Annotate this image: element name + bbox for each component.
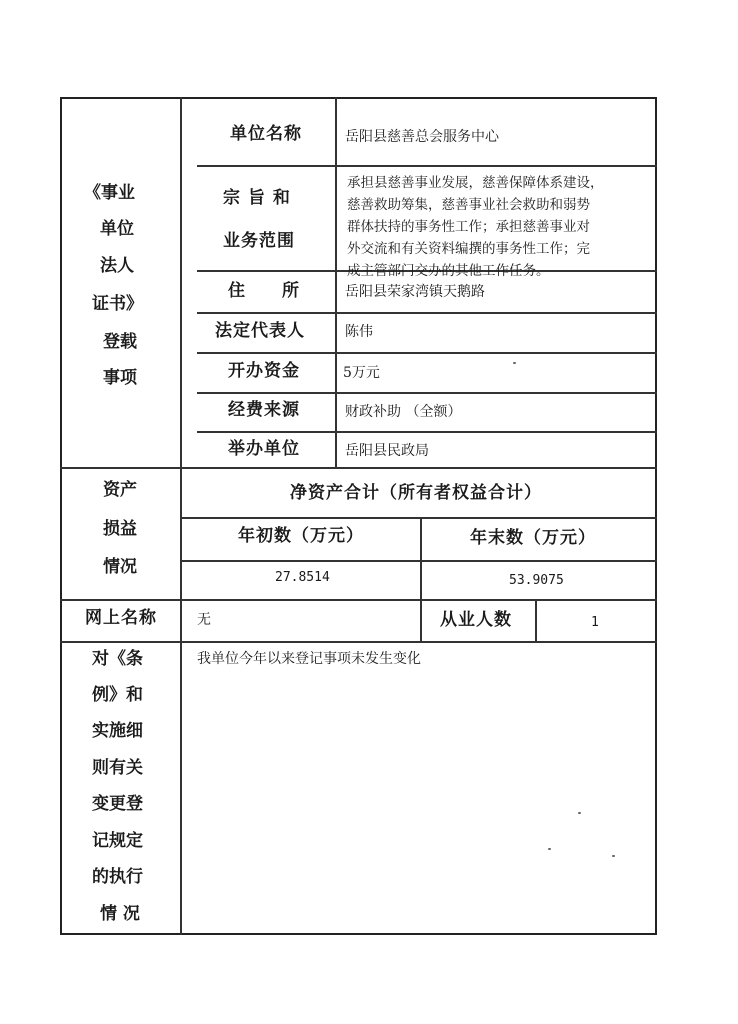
row-divider	[197, 312, 657, 314]
purpose-line: 外交流和有关资料编撰的事务性工作；完	[347, 241, 590, 257]
staff-count-value: 1	[591, 615, 599, 630]
purpose-line: 承担县慈善事业发展，慈善保障体系建设，	[347, 175, 604, 191]
legal-rep-value: 陈伟	[345, 324, 373, 340]
registration-side-label-5: 登载	[103, 332, 137, 352]
funding-label: 经费来源	[228, 400, 300, 420]
sponsor-value: 岳阳县民政局	[345, 443, 429, 459]
begin-header: 年初数（万元）	[238, 526, 364, 546]
compliance-text: 我单位今年以来登记事项未发生变化	[197, 651, 421, 667]
row-divider	[180, 560, 657, 562]
assets-side-label-3: 情况	[103, 557, 137, 577]
compliance-side-label-8: 情 况	[100, 904, 140, 924]
registration-side-label-4: 证书》	[92, 294, 143, 314]
registration-side-label-3: 法人	[100, 256, 134, 276]
registration-side-label-6: 事项	[103, 368, 137, 388]
compliance-side-label-5: 变更登	[92, 794, 143, 814]
scan-speck	[513, 362, 516, 364]
purpose-text	[347, 172, 655, 282]
compliance-side-label-7: 的执行	[92, 867, 143, 887]
row-divider	[180, 517, 657, 519]
registration-side-label-1: 《事业	[84, 183, 135, 203]
sponsor-label: 举办单位	[228, 439, 300, 459]
scan-speck	[612, 855, 615, 857]
capital-label: 开办资金	[228, 361, 300, 381]
online-name-label: 网上名称	[85, 608, 157, 628]
registration-side-label-2: 单位	[100, 219, 134, 239]
row-divider	[197, 165, 657, 167]
compliance-side-label-6: 记规定	[92, 831, 143, 851]
net-assets-header: 净资产合计（所有者权益合计）	[290, 483, 542, 503]
begin-value: 27.8514	[275, 570, 330, 585]
purpose-line: 慈善救助筹集，慈善事业社会救助和弱势	[347, 197, 590, 213]
compliance-side-label-4: 则有关	[92, 758, 143, 778]
col-divider-left	[180, 97, 182, 935]
online-name-value: 无	[197, 612, 211, 628]
row-divider	[60, 599, 657, 601]
scan-speck	[578, 812, 581, 814]
row-divider	[60, 467, 657, 469]
unit-name-value: 岳阳县慈善总会服务中心	[345, 129, 499, 145]
purpose-line: 成主管部门交办的其他工作任务。	[347, 263, 550, 279]
col-divider-staff-b	[535, 599, 537, 641]
funding-value: 财政补助 （全额）	[345, 404, 462, 420]
scan-speck	[548, 848, 551, 850]
col-divider-assets	[420, 517, 422, 599]
compliance-side-label-3: 实施细	[92, 721, 143, 741]
capital-value: 5万元	[343, 365, 380, 381]
col-divider-mid	[335, 97, 337, 467]
assets-side-label-1: 资产	[103, 480, 137, 500]
row-divider	[60, 641, 657, 643]
row-divider	[197, 431, 657, 433]
unit-name-label: 单位名称	[230, 124, 302, 144]
row-divider	[197, 352, 657, 354]
end-header: 年末数（万元）	[470, 528, 596, 548]
purpose-label-1: 宗 旨 和	[223, 188, 291, 208]
legal-rep-label: 法定代表人	[215, 321, 305, 341]
compliance-side-label-2: 例》和	[92, 685, 143, 705]
assets-side-label-2: 损益	[103, 519, 137, 539]
address-value: 岳阳县荣家湾镇天鹅路	[345, 284, 485, 300]
purpose-line: 群体扶持的事务性工作；承担慈善事业对	[347, 219, 590, 235]
purpose-label-2: 业务范围	[223, 231, 295, 251]
staff-count-label: 从业人数	[440, 610, 512, 630]
address-label: 住 所	[228, 281, 300, 301]
col-divider-staff-a	[420, 599, 422, 641]
compliance-side-label-1: 对《条	[92, 649, 143, 669]
end-value: 53.9075	[509, 573, 564, 588]
row-divider	[197, 392, 657, 394]
